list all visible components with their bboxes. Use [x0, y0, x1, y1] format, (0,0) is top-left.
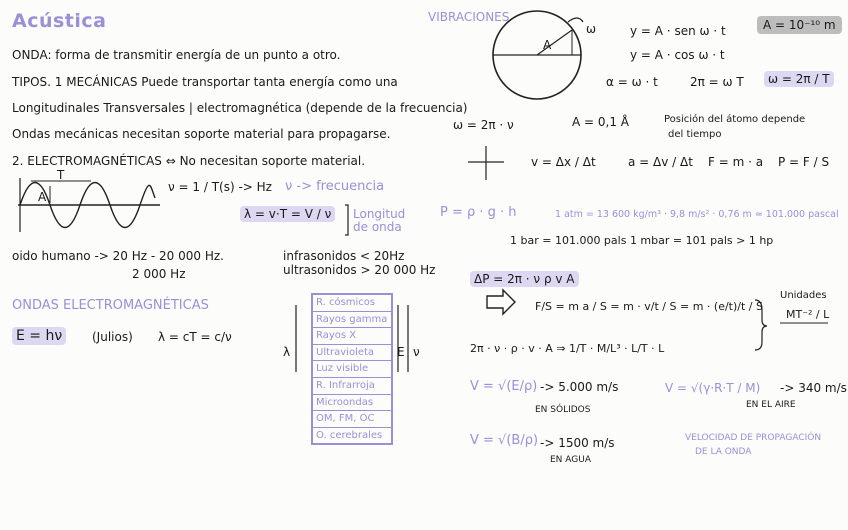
spectrum-item: OM, FM, OC: [313, 411, 391, 428]
em-spectrum-list: [311, 293, 393, 445]
spectrum-item: Luz visible: [313, 361, 391, 378]
eq-w-nu: ω = 2π · ν: [453, 118, 514, 132]
eq-y-sin: y = A · sen ω · t: [630, 24, 726, 38]
eq-v-air: V = √(γ·R·T / M): [665, 381, 761, 395]
spectrum-item: Microondas: [313, 395, 391, 412]
eq-velocity: v = Δx / Δt: [531, 155, 596, 169]
spectrum-item: R. cósmicos: [313, 295, 391, 312]
lambda-ct-formula: λ = cT = c/ν: [158, 330, 232, 344]
eq-delta-p: ΔP = 2π · ν ρ v A: [470, 271, 579, 287]
eq-force: F = m · a: [708, 155, 764, 169]
oido-line-2: 2 000 Hz: [132, 267, 186, 281]
amplitude-box: A = 10⁻¹⁰ m: [757, 16, 842, 34]
posicion-text-2: del tiempo: [668, 129, 722, 140]
bar-conversion: 1 bar = 101.000 pals 1 mbar = 101 pals > 1 hp: [510, 234, 774, 247]
ondas-mecanicas-line: Ondas mecánicas necesitan soporte material para propagarse.: [12, 127, 391, 141]
eq-y-cos: y = A · cos ω · t: [630, 48, 725, 62]
wave-amplitude-label: A: [38, 190, 47, 204]
e-formula: E = hν: [12, 327, 66, 345]
eq-v-water: V = √(B/ρ): [470, 433, 539, 448]
velocidad-label: VELOCIDAD DE PROPAGACIÓN: [685, 433, 822, 443]
eq-v-solid: V = √(E/ρ): [470, 379, 538, 394]
v-air-value: -> 340 m/s: [780, 381, 847, 395]
page-title: Acústica: [12, 10, 107, 32]
circle-A-label: A: [543, 38, 552, 52]
v-water-value: -> 1500 m/s: [540, 436, 615, 450]
longitudinales-line: Longitudinales Transversales | electromagnética (depende de la frecuencia): [12, 101, 468, 115]
posicion-text: Posición del átomo depende: [664, 114, 806, 125]
en-solidos: EN SÓLIDOS: [535, 405, 591, 415]
omega-box: ω = 2π / T: [764, 71, 834, 87]
eq-pressure-fs: P = F / S: [778, 155, 830, 169]
spectrum-item: Ultravioleta: [313, 345, 391, 362]
eq-pressure: P = ρ · g · h: [440, 205, 517, 220]
en-el-aire: EN EL AIRE: [746, 400, 796, 410]
eq-2pi: 2π = ω T: [690, 75, 744, 89]
ultrasonidos: ultrasonidos > 20 000 Hz: [283, 263, 436, 277]
vibraciones-title: VIBRACIONES: [428, 10, 510, 24]
unidades-label: Unidades: [780, 290, 827, 301]
implication-arrow: [487, 290, 515, 314]
spectrum-item: Rayos X: [313, 328, 391, 345]
longitud-de-onda: Longitud de onda: [353, 207, 406, 234]
v-solid-value: -> 5.000 m/s: [540, 380, 619, 394]
spectrum-E: E: [397, 345, 405, 359]
onda-definition: ONDA: forma de transmitir energía de un punto a otro.: [12, 48, 341, 62]
spectrum-item: R. Infrarroja: [313, 378, 391, 395]
en-agua: EN AGUA: [550, 455, 591, 465]
spectrum-nu: ν: [413, 345, 420, 359]
spectrum-item: Rayos gamma: [313, 312, 391, 329]
spectrum-lambda: λ: [283, 345, 291, 359]
nu-formula: ν = 1 / T(s) -> Hz: [168, 180, 272, 194]
nu-frecuencia: ν -> frecuencia: [285, 179, 385, 194]
eq-alpha: α = ω · t: [606, 75, 658, 89]
wave-period-label: T: [57, 168, 65, 182]
eq-dimensional-2: 2π · ν · ρ · v · A ⇒ 1/T · M/L³ · L/T · L: [470, 342, 665, 355]
julios-label: (Julios): [92, 330, 133, 344]
eq-acceleration: a = Δv / Δt: [628, 155, 693, 169]
atm-conversion: 1 atm = 13 600 kg/m³ · 9,8 m/s² · 0,76 m ≃ 101.000 pascal: [555, 209, 839, 220]
circle-omega-label: ω: [586, 22, 597, 36]
eq-A-value: A = 0,1 Å: [572, 115, 629, 129]
unidades-value: MT⁻² / L: [786, 308, 830, 321]
tipos-line: TIPOS. 1 MECÁNICAS Puede transportar tanta energía como una: [12, 75, 398, 89]
infrasonidos: infrasonidos < 20Hz: [283, 249, 405, 263]
ondas-em-title: ONDAS ELECTROMAGNÉTICAS: [12, 298, 209, 313]
spectrum-item: O. cerebrales: [316, 429, 383, 441]
electromagneticas-line: 2. ELECTROMAGNÉTICAS ⇔ No necesitan soporte material.: [12, 154, 366, 168]
lambda-formula: λ = v·T = V / ν: [240, 206, 335, 222]
eq-dimensional: F/S = m a / S = m · v/t / S = m · (e/t)/t / S: [535, 300, 763, 313]
de-la-onda-label: DE LA ONDA: [695, 447, 752, 457]
oido-line: oido humano -> 20 Hz - 20 000 Hz.: [12, 249, 224, 263]
